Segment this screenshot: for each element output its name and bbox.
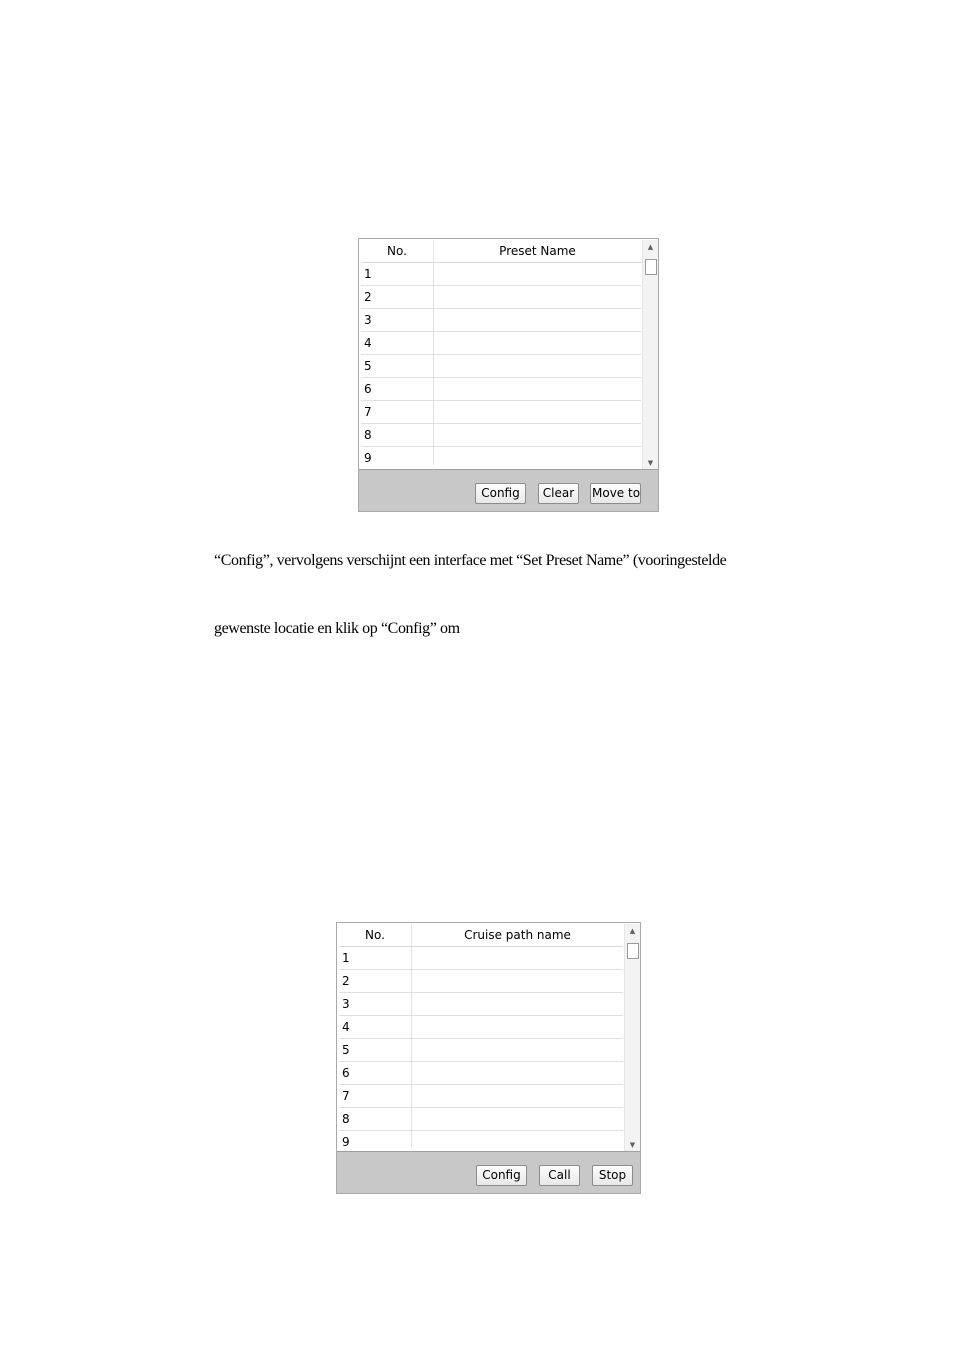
table-row[interactable] <box>361 263 641 286</box>
config-button[interactable]: Config <box>476 1165 527 1186</box>
row-number: 5 <box>361 355 434 377</box>
cruise-path-name-cell[interactable] <box>412 1039 623 1061</box>
row-number: 8 <box>339 1108 412 1130</box>
scrollbar-thumb[interactable] <box>627 943 639 959</box>
table-row[interactable] <box>361 355 641 378</box>
cruise-path-panel <box>336 922 641 1194</box>
table-row[interactable] <box>339 970 623 993</box>
table-row[interactable] <box>339 1062 623 1085</box>
preset-table <box>361 240 641 465</box>
preset-table-header <box>361 240 641 263</box>
cruise-path-table <box>339 924 623 1147</box>
table-row[interactable] <box>361 401 641 424</box>
row-number: 7 <box>339 1085 412 1107</box>
scrollbar-thumb[interactable] <box>645 259 657 275</box>
instruction-line-2: gewenste locatie en klik op “Config” om <box>214 620 460 637</box>
row-number: 2 <box>361 286 434 308</box>
preset-name-cell[interactable] <box>434 355 641 377</box>
move-to-button[interactable]: Move to <box>590 483 641 504</box>
arrow-up-icon[interactable]: ▲ <box>647 243 654 251</box>
row-number: 5 <box>339 1039 412 1061</box>
table-row[interactable] <box>339 1108 623 1131</box>
cruise-path-name-cell[interactable] <box>412 1062 623 1084</box>
row-number: 6 <box>361 378 434 400</box>
preset-list-panel <box>358 238 659 512</box>
preset-name-cell[interactable] <box>434 286 641 308</box>
preset-name-cell[interactable] <box>434 447 641 465</box>
row-number: 4 <box>339 1016 412 1038</box>
table-row[interactable] <box>339 1039 623 1062</box>
cruise-path-name-cell[interactable] <box>412 1016 623 1038</box>
arrow-down-icon[interactable]: ▼ <box>647 459 654 467</box>
column-header-preset-name[interactable]: Preset Name <box>499 244 576 258</box>
row-number: 4 <box>361 332 434 354</box>
cruise-path-name-cell[interactable] <box>412 947 623 969</box>
cruise-path-name-cell[interactable] <box>412 993 623 1015</box>
table-row[interactable] <box>361 378 641 401</box>
cruise-path-name-cell[interactable] <box>412 970 623 992</box>
table-row[interactable] <box>339 1016 623 1039</box>
table-row[interactable] <box>339 993 623 1016</box>
row-number: 2 <box>339 970 412 992</box>
row-number: 6 <box>339 1062 412 1084</box>
vertical-scrollbar[interactable] <box>642 240 658 470</box>
table-row[interactable] <box>361 309 641 332</box>
instruction-line-1: “Config”, vervolgens verschijnt een interface met “Set Preset Name” (vooringestelde <box>214 552 727 569</box>
call-button[interactable]: Call <box>539 1165 580 1186</box>
vertical-scrollbar[interactable] <box>624 924 640 1152</box>
table-row[interactable] <box>339 1131 623 1147</box>
cruise-path-name-cell[interactable] <box>412 1108 623 1130</box>
cruise-path-name-cell[interactable] <box>412 1131 623 1147</box>
stop-button[interactable]: Stop <box>592 1165 633 1186</box>
row-number: 8 <box>361 424 434 446</box>
preset-name-cell[interactable] <box>434 309 641 331</box>
clear-button[interactable]: Clear <box>538 483 579 504</box>
cruise-path-name-cell[interactable] <box>412 1085 623 1107</box>
arrow-down-icon[interactable]: ▼ <box>629 1141 636 1149</box>
cruise-toolbar <box>337 1151 640 1193</box>
table-row[interactable] <box>339 1085 623 1108</box>
preset-name-cell[interactable] <box>434 332 641 354</box>
row-number: 3 <box>339 993 412 1015</box>
arrow-up-icon[interactable]: ▲ <box>629 927 636 935</box>
column-header-no[interactable]: No. <box>361 240 434 262</box>
table-row[interactable] <box>361 332 641 355</box>
column-header-no[interactable]: No. <box>339 924 412 946</box>
row-number: 9 <box>361 447 434 465</box>
table-row[interactable] <box>339 947 623 970</box>
table-row[interactable] <box>361 447 641 465</box>
row-number: 1 <box>339 947 412 969</box>
preset-name-cell[interactable] <box>434 424 641 446</box>
row-number: 3 <box>361 309 434 331</box>
cruise-table-header <box>339 924 623 947</box>
row-number: 1 <box>361 263 434 285</box>
preset-toolbar <box>359 469 658 511</box>
table-row[interactable] <box>361 424 641 447</box>
column-header-cruise-path-name[interactable]: Cruise path name <box>464 928 571 942</box>
row-number: 9 <box>339 1131 412 1147</box>
table-row[interactable] <box>361 286 641 309</box>
preset-name-cell[interactable] <box>434 401 641 423</box>
preset-name-cell[interactable] <box>434 378 641 400</box>
preset-name-cell[interactable] <box>434 263 641 285</box>
row-number: 7 <box>361 401 434 423</box>
config-button[interactable]: Config <box>475 483 526 504</box>
